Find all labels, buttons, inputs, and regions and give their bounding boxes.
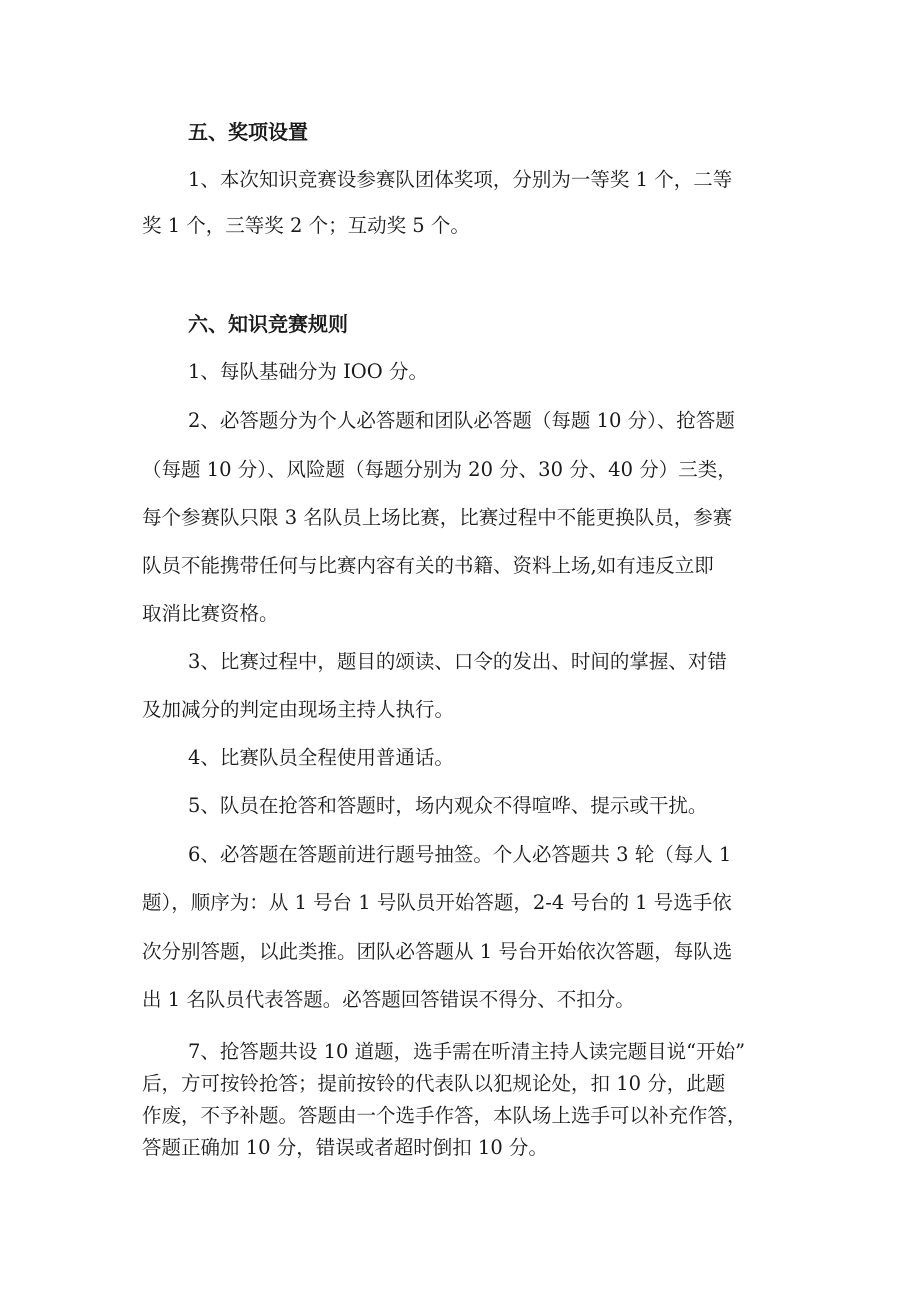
paragraph-line: 1、每队基础分为 IOO 分。: [188, 360, 428, 383]
paragraph-line: 出 1 名队员代表答题。必答题回答错误不得分、不扣分。: [142, 988, 635, 1011]
paragraph-line: 取消比赛资格。: [142, 602, 279, 625]
paragraph-line: 7、抢答题共设 10 道题，选手需在听清主持人读完题目说“开始”: [188, 1040, 746, 1063]
paragraph-line: 5、队员在抢答和答题时，场内观众不得喧哗、提示或干扰。: [188, 794, 708, 817]
section-heading-rules: 六、知识竞赛规则: [188, 312, 348, 336]
paragraph-line: 题），顺序为：从 1 号台 1 号队员开始答题，2-4 号台的 1 号选手依: [142, 891, 732, 914]
paragraph-line: 及加减分的判定由现场主持人执行。: [142, 698, 455, 721]
paragraph-line: 后，方可按铃抢答；提前按铃的代表队以犯规论处，扣 10 分，此题: [142, 1072, 726, 1095]
paragraph-line: 奖 1 个，三等奖 2 个；互动奖 5 个。: [142, 214, 470, 237]
paragraph-line: 1、本次知识竞赛设参赛队团体奖项，分别为一等奖 1 个，二等: [188, 168, 733, 191]
paragraph-line: （每题 10 分）、风险题（每题分别为 20 分、30 分、40 分）三类，: [142, 458, 737, 481]
paragraph-line: 答题正确加 10 分，错误或者超时倒扣 10 分。: [142, 1136, 548, 1159]
paragraph-line: 3、比赛过程中，题目的颂读、口令的发出、时间的掌握、对错: [188, 650, 727, 673]
paragraph-line: 每个参赛队只限 3 名队员上场比赛，比赛过程中不能更换队员，参赛: [142, 506, 733, 529]
paragraph-line: 2、必答题分为个人必答题和团队必答题（每题 10 分）、抢答题: [188, 409, 735, 432]
paragraph-line: 4、比赛队员全程使用普通话。: [188, 746, 454, 769]
section-heading-awards: 五、奖项设置: [188, 120, 308, 144]
paragraph-line: 队员不能携带任何与比赛内容有关的书籍、资料上场,如有违反立即: [142, 554, 714, 577]
paragraph-line: 作废，不予补题。答题由一个选手作答，本队场上选手可以补充作答，: [142, 1104, 747, 1127]
paragraph-line: 次分别答题，以此类推。团队必答题从 1 号台开始依次答题，每队选: [142, 940, 733, 963]
paragraph-line: 6、必答题在答题前进行题号抽签。个人必答题共 3 轮（每人 1: [188, 843, 732, 866]
